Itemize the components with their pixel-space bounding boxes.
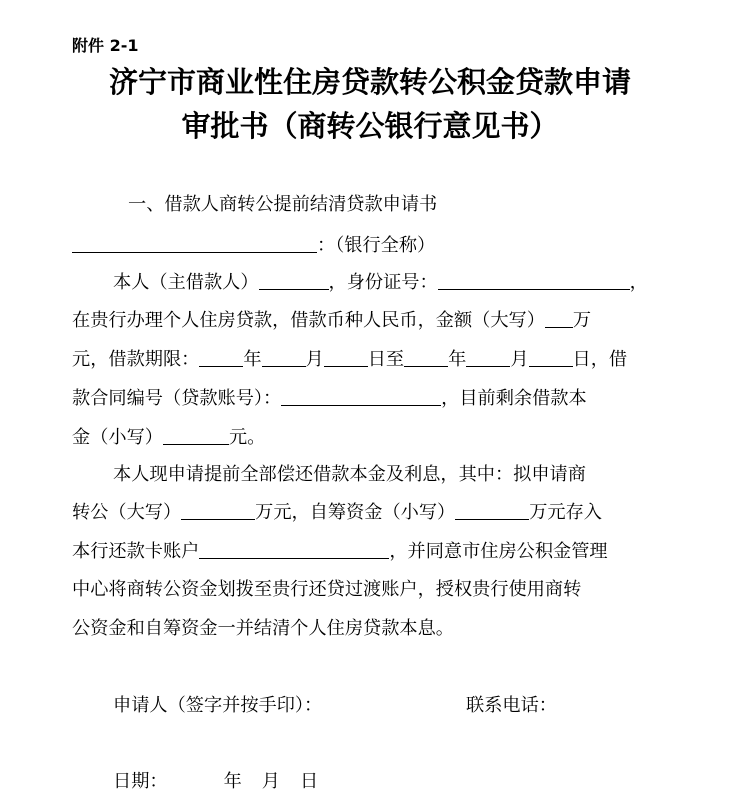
date-year-label: 年 (223, 771, 242, 792)
id-number-blank[interactable] (438, 273, 630, 290)
year-label: 年 (243, 349, 262, 370)
applicant-signature-label: 申请人（签字并按手印）： (113, 695, 323, 716)
day-to-label: 日至 (367, 349, 405, 370)
id-number-label: ，身份证号： (328, 272, 438, 293)
year-label: 年 (448, 349, 467, 370)
borrower-line (113, 268, 648, 294)
contract-number-line (72, 384, 587, 410)
date-line (113, 767, 318, 793)
start-year-blank[interactable] (199, 350, 243, 367)
bank-name-line (72, 231, 435, 257)
yuan-unit: 元。 (228, 427, 266, 448)
remaining-amount-blank[interactable] (163, 428, 229, 445)
remaining-amount-line (72, 423, 265, 449)
transfer-amount-line (72, 498, 602, 524)
end-year-blank[interactable] (404, 350, 448, 367)
deposit-label: 万元存入 (529, 502, 602, 523)
document-title-line1: 济宁市商业性住房贷款转公积金贷款申请 (108, 65, 631, 99)
attachment-label: 附件 2-1 (72, 36, 139, 55)
remaining-principal-label: ，目前剩余借款本 (441, 388, 587, 409)
date-day-label: 日 (299, 771, 319, 792)
borrower-name-blank[interactable] (259, 273, 329, 290)
document-title-line2: 审批书（商转公银行意见书） (181, 109, 559, 143)
section-heading: 一、借款人商转公提前结清贷款申请书 (128, 194, 438, 215)
date-label: 日期： (113, 771, 168, 792)
start-day-blank[interactable] (324, 350, 368, 367)
self-funds-blank[interactable] (455, 503, 529, 520)
authorization-line2: 公资金和自筹资金一并结清个人住房贷款本息。 (72, 618, 454, 639)
comma: ， (629, 272, 648, 293)
transfer-amount-blank[interactable] (181, 503, 255, 520)
repayment-account-line (72, 537, 608, 563)
repayment-request-line: 本人现申请提前全部偿还借款本金及利息，其中：拟申请商 (113, 464, 586, 485)
agree-label: ，并同意市住房公积金管理 (389, 541, 608, 562)
day-end-label: 日，借 (572, 349, 628, 370)
month-label: 月 (510, 349, 529, 370)
month-label: 月 (305, 349, 324, 370)
contract-number-blank[interactable] (281, 389, 441, 406)
bank-name-blank[interactable] (72, 236, 317, 253)
bank-name-hint: ：（银行全称） (317, 235, 436, 256)
contact-phone-label: 联系电话： (466, 695, 557, 716)
wan-unit: 万 (572, 310, 592, 331)
transfer-amount-label: 转公（大写） (72, 502, 182, 523)
borrower-label: 本人（主借款人） (113, 272, 259, 293)
end-month-blank[interactable] (466, 350, 510, 367)
repayment-account-blank[interactable] (199, 542, 389, 559)
self-funds-label: 万元，自筹资金（小写） (255, 502, 456, 523)
authorization-line1: 中心将商转公资金划拨至贵行还贷过渡账户，授权贵行使用商转 (72, 579, 582, 600)
loan-amount-blank[interactable] (545, 311, 573, 328)
contract-number-label: 款合同编号（贷款账号）： (72, 388, 282, 409)
loan-amount-label: 在贵行办理个人住房贷款，借款币种人民币，金额（大写） (72, 310, 545, 331)
repayment-account-label: 本行还款卡账户 (72, 541, 200, 562)
end-day-blank[interactable] (529, 350, 573, 367)
loan-amount-line (72, 306, 591, 332)
loan-term-line (72, 345, 627, 371)
loan-term-label: 元，借款期限： (72, 349, 200, 370)
start-month-blank[interactable] (262, 350, 306, 367)
remaining-amount-label: 金（小写） (72, 427, 163, 448)
date-month-label: 月 (261, 771, 280, 792)
